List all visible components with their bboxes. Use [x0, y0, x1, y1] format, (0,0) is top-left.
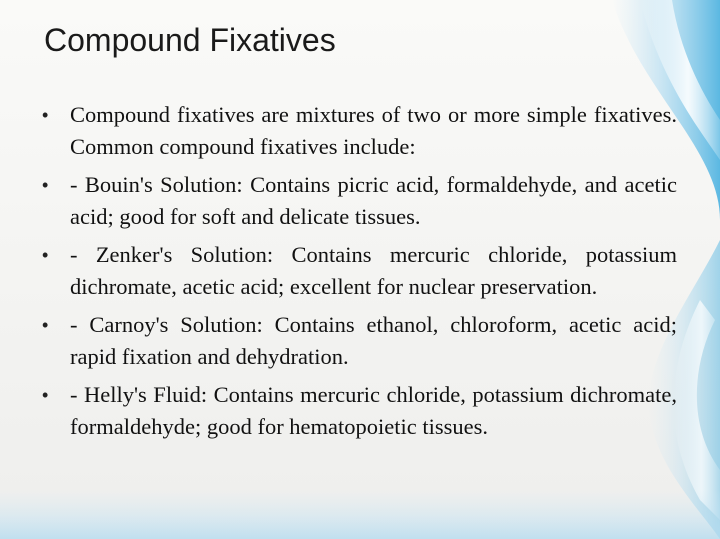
bullet-dot-icon: •	[42, 385, 49, 405]
bullet-dot-icon: •	[42, 315, 49, 335]
bullet-text: - Helly's Fluid: Contains mercuric chloride, potassium dichromate, formaldehyde; good for hematopoietic tissues.	[70, 382, 677, 439]
bullet-text: - Zenker's Solution: Contains mercuric chloride, potassium dichromate, acetic acid; excellent for nuclear preservation.	[70, 242, 677, 299]
bullet-item	[40, 169, 677, 233]
bullet-dot-icon: •	[42, 175, 49, 195]
bullet-dot-icon: •	[42, 105, 49, 125]
bullet-list	[40, 99, 677, 449]
bullet-item	[40, 309, 677, 373]
bullet-item	[40, 379, 677, 443]
bullet-dot-icon: •	[42, 245, 49, 265]
bullet-item	[40, 239, 677, 303]
slide-title: Compound Fixatives	[44, 22, 336, 58]
bullet-text: Compound fixatives are mixtures of two or more simple fixatives. Common compound fixatives include:	[70, 102, 677, 159]
bullet-item	[40, 99, 677, 163]
bullet-text: - Carnoy's Solution: Contains ethanol, chloroform, acetic acid; rapid fixation and dehydration.	[70, 312, 677, 369]
bottom-glow	[0, 490, 720, 539]
bullet-text: - Bouin's Solution: Contains picric acid, formaldehyde, and acetic acid; good for soft and delicate tissues.	[70, 172, 677, 229]
